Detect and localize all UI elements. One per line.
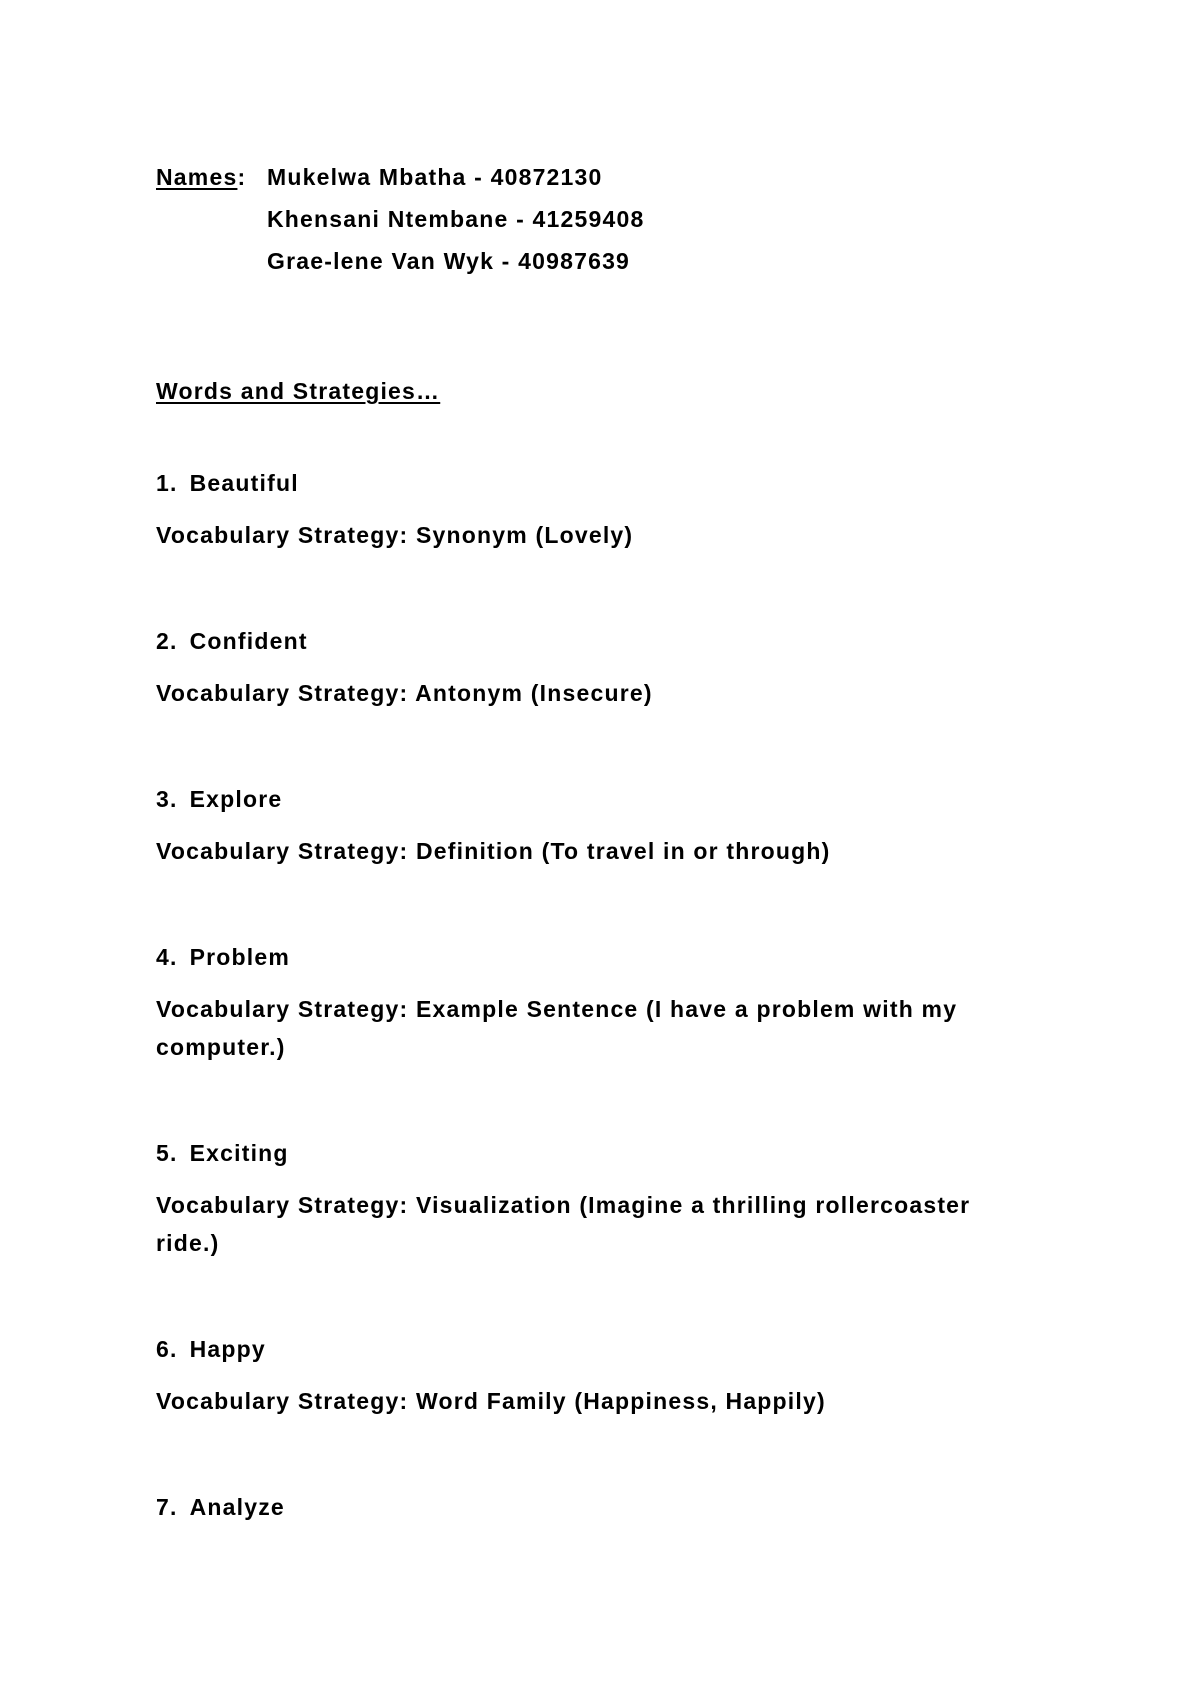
section-heading: Words and Strategies… [156, 378, 441, 404]
item-word: Explore [189, 786, 283, 812]
strategy-prefix: Vocabulary Strategy: [156, 680, 409, 706]
item-word: Analyze [189, 1494, 285, 1520]
item-number: 7. [156, 1494, 178, 1520]
word-heading [156, 938, 1036, 976]
item-word: Happy [189, 1336, 266, 1362]
names-separator: : [237, 164, 247, 190]
item-number: 6. [156, 1336, 178, 1362]
strategy-text: Synonym (Lovely) [415, 522, 634, 548]
list-item [156, 1134, 1036, 1262]
names-row-2 [156, 198, 1036, 240]
item-word: Problem [189, 944, 291, 970]
item-number: 2. [156, 628, 178, 654]
list-item [156, 1488, 1036, 1526]
list-item [156, 938, 1036, 1066]
strategy-text: Visualization (Imagine a thrilling rollercoaster ride.) [156, 1192, 971, 1256]
names-row-3 [156, 240, 1036, 282]
document-body [156, 156, 1036, 1594]
word-heading [156, 780, 1036, 818]
item-word: Exciting [189, 1140, 289, 1166]
names-row-1 [156, 156, 1036, 198]
strategy-line [156, 1382, 1036, 1420]
word-heading [156, 1134, 1036, 1172]
item-number: 5. [156, 1140, 178, 1166]
strategy-text: Word Family (Happiness, Happily) [415, 1388, 826, 1414]
strategy-text: Example Sentence (I have a problem with my computer.) [156, 996, 958, 1060]
strategy-prefix: Vocabulary Strategy: [156, 1388, 409, 1414]
strategy-prefix: Vocabulary Strategy: [156, 522, 409, 548]
strategy-line [156, 1186, 1036, 1262]
item-number: 4. [156, 944, 178, 970]
strategy-text: Antonym (Insecure) [415, 680, 653, 706]
word-list [156, 464, 1036, 1526]
item-number: 1. [156, 470, 178, 496]
names-block [156, 156, 1036, 282]
item-number: 3. [156, 786, 178, 812]
strategy-text: Definition (To travel in or through) [415, 838, 831, 864]
names-label: Names [156, 164, 238, 190]
list-item [156, 780, 1036, 870]
strategy-line [156, 990, 1036, 1066]
strategy-line [156, 516, 1036, 554]
strategy-line [156, 674, 1036, 712]
member-name-2: Khensani Ntembane - 41259408 [267, 206, 645, 232]
strategy-prefix: Vocabulary Strategy: [156, 996, 409, 1022]
word-heading [156, 464, 1036, 502]
list-item [156, 622, 1036, 712]
item-word: Confident [189, 628, 308, 654]
list-item [156, 464, 1036, 554]
word-heading [156, 622, 1036, 660]
word-heading [156, 1488, 1036, 1526]
item-word: Beautiful [189, 470, 299, 496]
strategy-prefix: Vocabulary Strategy: [156, 1192, 409, 1218]
member-name-1: Mukelwa Mbatha - 40872130 [267, 164, 603, 190]
names-label-wrap [156, 158, 267, 196]
strategy-line [156, 832, 1036, 870]
word-heading [156, 1330, 1036, 1368]
list-item [156, 1330, 1036, 1420]
member-name-3: Grae-lene Van Wyk - 40987639 [267, 248, 631, 274]
strategy-prefix: Vocabulary Strategy: [156, 838, 409, 864]
